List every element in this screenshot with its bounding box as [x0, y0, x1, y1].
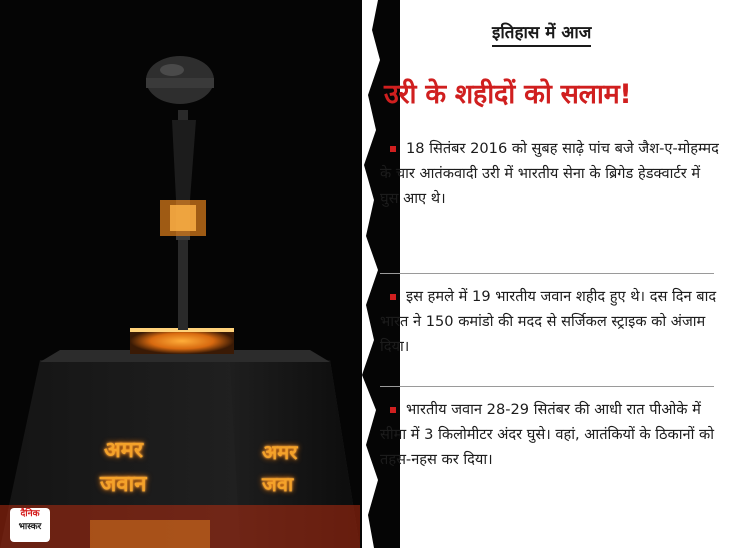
- bullet-item-1: [380, 136, 722, 211]
- memorial-text-amar: अमर: [104, 438, 143, 463]
- logo-line-1: दैनिक: [20, 509, 40, 519]
- bullet-text: इस हमले में 19 भारतीय जवान शहीद हुए थे। दस दिन बाद भारत ने 150 कमांडो की मदद से सर्जिकल स्ट्राइक को अंजाम दिया।: [380, 288, 717, 355]
- bullet-item-2: [380, 284, 722, 359]
- bullet-square-icon: [390, 146, 396, 152]
- bullet-square-icon: [390, 407, 396, 413]
- bullet-text: 18 सितंबर 2016 को सुबह साढ़े पांच बजे जैश-ए-मोहम्मद के चार आतंकवादी उरी में भारतीय सेना के ब्रिगेड हेडक्वार्टर में घुस आए थे।: [380, 140, 719, 207]
- bullet-item-3: [380, 397, 722, 472]
- memorial-text-jawan: जवान: [100, 472, 147, 497]
- memorial-text-amar-right: अमर: [262, 440, 298, 464]
- text-panel: [372, 0, 722, 548]
- divider: [380, 386, 714, 387]
- section-label: इतिहास में आज: [492, 20, 591, 47]
- bullet-text: भारतीय जवान 28-29 सितंबर की आधी रात पीओके में सीमा में 3 किलोमीटर अंदर घुसे। वहां, आतंकियों के ठिकानों को तहस-नहस कर दिया।: [380, 401, 715, 468]
- logo-line-2: भास्कर: [18, 522, 42, 532]
- memorial-text-jawan-right: जवा: [262, 472, 294, 496]
- dainik-bhaskar-logo: [10, 508, 50, 542]
- divider: [380, 273, 714, 274]
- headline: उरी के शहीदों को सलाम!: [384, 79, 632, 110]
- bullet-square-icon: [390, 294, 396, 300]
